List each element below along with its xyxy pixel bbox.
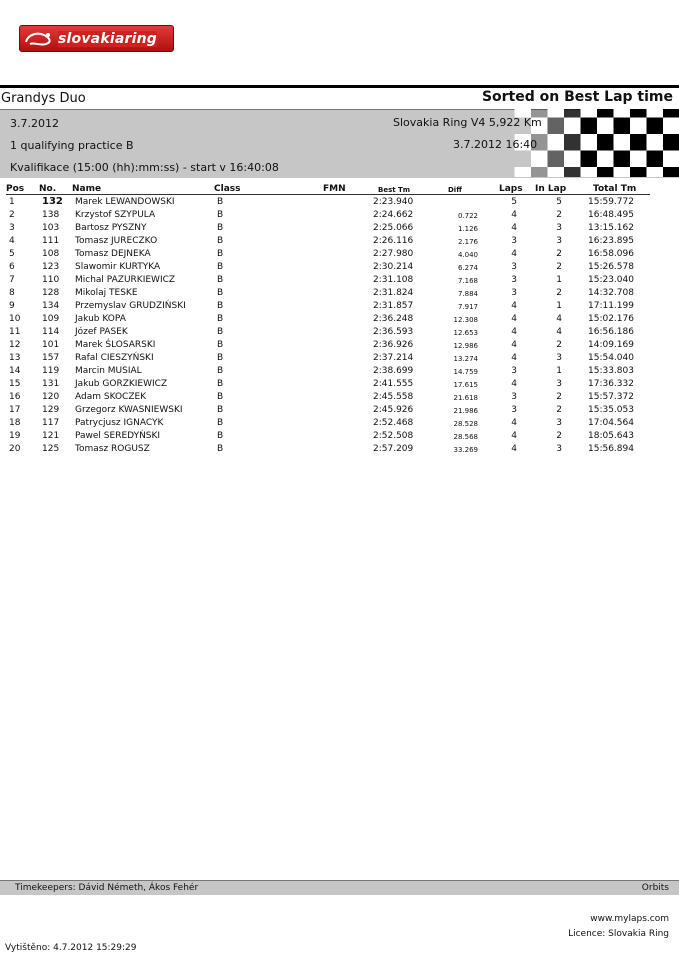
cell-total: 15:33.803	[588, 366, 634, 376]
cell-best: 2:31.824	[373, 288, 414, 298]
table-row	[0, 288, 679, 301]
cell-class: B	[217, 301, 224, 311]
cell-name: Rafal CIESZYŃSKI	[75, 353, 154, 363]
cell-pos: 10	[9, 314, 21, 324]
cell-total: 16:56.186	[588, 327, 634, 337]
cell-no: 121	[42, 431, 60, 441]
cell-name: Tomasz JURECZKO	[75, 236, 158, 246]
cell-name: Grzegorz KWASNIEWSKI	[75, 405, 183, 415]
cell-laps: 4	[511, 327, 517, 337]
cell-class: B	[217, 223, 224, 233]
cell-no: 117	[42, 418, 60, 428]
cell-total: 15:26.578	[588, 262, 634, 272]
cell-total: 15:56.894	[588, 444, 634, 454]
table-row	[0, 275, 679, 288]
table-row	[0, 431, 679, 444]
table-row	[0, 444, 679, 457]
cell-best: 2:38.699	[373, 366, 414, 376]
cell-laps: 4	[511, 301, 517, 311]
cell-inlap: 2	[556, 249, 562, 259]
cell-inlap: 2	[556, 405, 562, 415]
cell-best: 2:24.662	[373, 210, 414, 220]
event-title: Grandys Duo	[1, 91, 86, 106]
table-row	[0, 236, 679, 249]
cell-name: Jakub GORZKIEWICZ	[75, 379, 168, 389]
cell-laps: 4	[511, 379, 517, 389]
cell-inlap: 2	[556, 288, 562, 298]
cell-name: Mikolaj TESKE	[75, 288, 138, 298]
cell-no: 101	[42, 340, 60, 350]
cell-name: Patrycjusz IGNACYK	[75, 418, 164, 428]
cell-diff: 12.308	[453, 316, 478, 324]
session-datetime: 3.7.2012 16:40	[453, 138, 538, 151]
cell-no: 114	[42, 327, 60, 337]
table-row	[0, 223, 679, 236]
cell-no: 123	[42, 262, 60, 272]
cell-laps: 3	[511, 405, 517, 415]
cell-no: 111	[42, 236, 60, 246]
cell-diff: 21.986	[453, 407, 478, 415]
cell-inlap: 1	[556, 301, 562, 311]
col-pos-header: Pos	[6, 184, 25, 194]
cell-name: Krzystof SZYPULA	[75, 210, 156, 220]
table-row	[0, 301, 679, 314]
cell-total: 15:54.040	[588, 353, 634, 363]
cell-best: 2:36.926	[373, 340, 414, 350]
cell-diff: 7.917	[457, 303, 478, 311]
table-row	[0, 418, 679, 431]
sort-title: Sorted on Best Lap time	[481, 89, 673, 105]
cell-pos: 3	[9, 223, 15, 233]
cell-inlap: 1	[556, 366, 562, 376]
cell-class: B	[217, 431, 224, 441]
cell-pos: 7	[9, 275, 15, 285]
cell-best: 2:30.214	[373, 262, 414, 272]
cell-class: B	[217, 314, 224, 324]
cell-diff: 28.568	[453, 433, 478, 441]
cell-inlap: 1	[556, 275, 562, 285]
cell-best: 2:31.108	[373, 275, 414, 285]
table-row	[0, 392, 679, 405]
cell-diff: 12.653	[453, 329, 478, 337]
cell-total: 15:23.040	[588, 275, 634, 285]
cell-total: 17:36.332	[588, 379, 634, 389]
licence: Licence: Slovakia Ring	[568, 929, 669, 939]
cell-best: 2:52.468	[373, 418, 414, 428]
cell-inlap: 3	[556, 353, 562, 363]
slovakia-ring-logo	[19, 25, 174, 52]
cell-laps: 3	[511, 392, 517, 402]
cell-best: 2:26.116	[373, 236, 414, 246]
cell-inlap: 2	[556, 340, 562, 350]
cell-pos: 19	[9, 431, 21, 441]
header-rule	[0, 85, 679, 88]
cell-no: 129	[42, 405, 60, 415]
cell-laps: 4	[511, 314, 517, 324]
col-no-header: No.	[39, 184, 57, 194]
cell-no: 132	[42, 196, 63, 207]
cell-pos: 1	[9, 197, 15, 207]
cell-total: 16:23.895	[588, 236, 634, 246]
cell-laps: 3	[511, 288, 517, 298]
cell-name: Marek ŚLOSARSKI	[75, 340, 156, 350]
column-header-rule	[6, 194, 650, 195]
col-laps-header: Laps	[499, 184, 523, 194]
cell-laps: 4	[511, 223, 517, 233]
cell-total: 16:58.096	[588, 249, 634, 259]
cell-no: 108	[42, 249, 60, 259]
col-diff-header: Diff	[448, 186, 462, 194]
cell-name: Slawomir KURTYKA	[75, 262, 161, 272]
cell-inlap: 3	[556, 444, 562, 454]
logo-text: slovakiaring	[58, 30, 157, 47]
cell-best: 2:36.593	[373, 327, 414, 337]
cell-diff: 13.274	[453, 355, 478, 363]
table-row	[0, 405, 679, 418]
results-table	[0, 197, 679, 457]
cell-inlap: 2	[556, 262, 562, 272]
cell-pos: 6	[9, 262, 15, 272]
cell-laps: 4	[511, 418, 517, 428]
session-name: 1 qualifying practice B	[10, 139, 134, 152]
cell-laps: 4	[511, 249, 517, 259]
table-row	[0, 249, 679, 262]
cell-total: 17:04.564	[588, 418, 634, 428]
cell-no: 131	[42, 379, 60, 389]
cell-pos: 4	[9, 236, 15, 246]
cell-inlap: 2	[556, 392, 562, 402]
cell-name: Marcin MUSIAL	[75, 366, 142, 376]
cell-inlap: 4	[556, 327, 562, 337]
cell-class: B	[217, 262, 224, 272]
cell-class: B	[217, 353, 224, 363]
col-total-header: Total Tm	[593, 184, 637, 194]
cell-class: B	[217, 327, 224, 337]
cell-pos: 2	[9, 210, 15, 220]
cell-class: B	[217, 236, 224, 246]
col-class-header: Class	[214, 184, 241, 194]
cell-total: 14:09.169	[588, 340, 634, 350]
event-date: 3.7.2012	[10, 117, 59, 130]
cell-no: 128	[42, 288, 60, 298]
cell-best: 2:23.940	[373, 197, 414, 207]
cell-best: 2:25.066	[373, 223, 414, 233]
cell-pos: 13	[9, 353, 21, 363]
cell-no: 109	[42, 314, 60, 324]
cell-inlap: 5	[556, 197, 562, 207]
cell-class: B	[217, 405, 224, 415]
cell-laps: 3	[511, 275, 517, 285]
cell-name: Jakub KOPA	[75, 314, 126, 324]
cell-diff: 1.126	[457, 225, 478, 233]
cell-class: B	[217, 249, 224, 259]
cell-laps: 4	[511, 444, 517, 454]
session-description: Kvalifikace (15:00 (hh):mm:ss) - start v 16:40:08	[10, 161, 279, 174]
table-row	[0, 327, 679, 340]
cell-name: Józef PASEK	[75, 327, 128, 337]
table-row	[0, 197, 679, 210]
table-row	[0, 379, 679, 392]
cell-class: B	[217, 340, 224, 350]
cell-name: Adam SKOCZEK	[75, 392, 147, 402]
col-fmn-header: FMN	[323, 184, 346, 194]
cell-diff: 7.168	[457, 277, 478, 285]
cell-total: 15:57.372	[588, 392, 634, 402]
cell-diff: 33.269	[453, 446, 478, 454]
cell-total: 16:48.495	[588, 210, 634, 220]
cell-diff: 12.986	[453, 342, 478, 350]
table-row	[0, 340, 679, 353]
cell-class: B	[217, 275, 224, 285]
cell-class: B	[217, 366, 224, 376]
cell-name: Marek LEWANDOWSKI	[75, 197, 175, 207]
cell-class: B	[217, 379, 224, 389]
cell-best: 2:27.980	[373, 249, 414, 259]
cell-inlap: 2	[556, 210, 562, 220]
cell-pos: 15	[9, 379, 21, 389]
cell-diff: 21.618	[453, 394, 478, 402]
cell-inlap: 4	[556, 314, 562, 324]
cell-laps: 4	[511, 340, 517, 350]
website: www.mylaps.com	[590, 914, 669, 924]
cell-no: 138	[42, 210, 60, 220]
cell-laps: 3	[511, 236, 517, 246]
cell-diff: 4.040	[457, 251, 478, 259]
cell-total: 15:35.053	[588, 405, 634, 415]
timekeepers: Timekeepers: Dávid Németh, Ákos Fehér	[15, 883, 199, 893]
cell-name: Tomasz DEJNEKA	[75, 249, 151, 259]
cell-pos: 5	[9, 249, 15, 259]
cell-best: 2:52.508	[373, 431, 414, 441]
cell-total: 18:05.643	[588, 431, 634, 441]
cell-pos: 11	[9, 327, 21, 337]
cell-class: B	[217, 288, 224, 298]
cell-laps: 4	[511, 210, 517, 220]
cell-total: 15:02.176	[588, 314, 634, 324]
cell-inlap: 3	[556, 379, 562, 389]
table-row	[0, 314, 679, 327]
cell-diff: 2.176	[457, 238, 478, 246]
cell-pos: 18	[9, 418, 21, 428]
cell-diff: 7.884	[457, 290, 478, 298]
cell-class: B	[217, 418, 224, 428]
table-row	[0, 353, 679, 366]
cell-no: 120	[42, 392, 60, 402]
cell-pos: 12	[9, 340, 21, 350]
cell-diff: 14.759	[453, 368, 478, 376]
cell-class: B	[217, 392, 224, 402]
cell-best: 2:41.555	[373, 379, 414, 389]
cell-laps: 5	[511, 197, 517, 207]
cell-diff: 6.274	[457, 264, 478, 272]
table-row	[0, 366, 679, 379]
cell-inlap: 3	[556, 236, 562, 246]
col-name-header: Name	[72, 184, 102, 194]
printed-timestamp: Vytištěno: 4.7.2012 15:29:29	[5, 943, 137, 953]
cell-diff: 0.722	[457, 212, 478, 220]
cell-name: Tomasz ROGUSZ	[75, 444, 150, 454]
cell-best: 2:31.857	[373, 301, 414, 311]
cell-best: 2:45.926	[373, 405, 414, 415]
cell-pos: 9	[9, 301, 15, 311]
cell-laps: 3	[511, 366, 517, 376]
cell-name: Przemyslav GRUDZIŃSKI	[75, 301, 186, 311]
cell-best: 2:57.209	[373, 444, 414, 454]
cell-laps: 4	[511, 353, 517, 363]
col-best-header: Best Tm	[378, 186, 411, 194]
col-inlap-header: In Lap	[535, 184, 567, 194]
cell-total: 13:15.162	[588, 223, 634, 233]
cell-diff: 17.615	[453, 381, 478, 389]
cell-pos: 16	[9, 392, 21, 402]
orbits-label: Orbits	[641, 883, 669, 893]
track-logo-icon	[20, 26, 58, 51]
cell-best: 2:45.558	[373, 392, 414, 402]
cell-class: B	[217, 444, 224, 454]
cell-no: 125	[42, 444, 60, 454]
cell-class: B	[217, 210, 224, 220]
cell-diff: 28.528	[453, 420, 478, 428]
cell-no: 103	[42, 223, 60, 233]
cell-name: Bartosz PYSZNY	[75, 223, 147, 233]
cell-best: 2:37.214	[373, 353, 414, 363]
track-name: Slovakia Ring V4 5,922 Km	[393, 116, 542, 129]
cell-pos: 17	[9, 405, 21, 415]
cell-laps: 4	[511, 431, 517, 441]
cell-best: 2:36.248	[373, 314, 414, 324]
cell-inlap: 3	[556, 418, 562, 428]
footer-band	[0, 880, 679, 895]
cell-no: 110	[42, 275, 60, 285]
cell-pos: 14	[9, 366, 21, 376]
cell-no: 157	[42, 353, 60, 363]
cell-inlap: 3	[556, 223, 562, 233]
cell-inlap: 2	[556, 431, 562, 441]
cell-pos: 8	[9, 288, 15, 298]
cell-name: Pawel SEREDYŃSKI	[75, 431, 161, 441]
cell-total: 17:11.199	[588, 301, 634, 311]
cell-pos: 20	[9, 444, 21, 454]
cell-no: 119	[42, 366, 60, 376]
table-row	[0, 210, 679, 223]
cell-total: 14:32.708	[588, 288, 634, 298]
cell-name: Michal PAZURKIEWICZ	[75, 275, 176, 285]
cell-class: B	[217, 197, 224, 207]
cell-laps: 3	[511, 262, 517, 272]
table-row	[0, 262, 679, 275]
cell-total: 15:59.772	[588, 197, 634, 207]
cell-no: 134	[42, 301, 60, 311]
